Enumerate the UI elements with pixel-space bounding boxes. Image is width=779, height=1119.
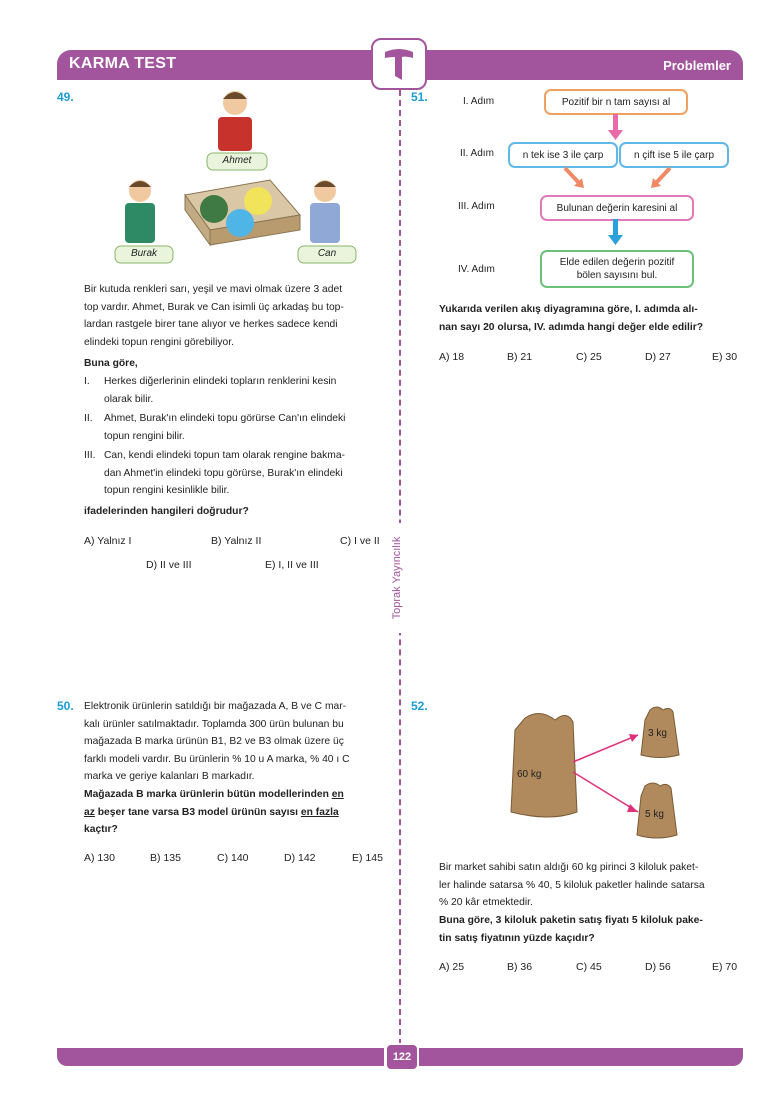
ahmet-figure — [218, 91, 252, 151]
q50-option-d[interactable]: D) 142 — [284, 852, 316, 864]
publisher-label: Toprak Yayıncılık — [391, 523, 407, 633]
q52-option-c[interactable]: C) 45 — [576, 961, 602, 973]
header-title: KARMA TEST — [69, 55, 177, 72]
q50-option-c[interactable]: C) 140 — [217, 852, 249, 864]
q50-option-e[interactable]: E) 145 — [352, 852, 383, 864]
q49-option-e[interactable]: E) I, II ve III — [265, 559, 319, 571]
big-rice-bag-icon — [511, 713, 577, 817]
q49-option-c[interactable]: C) I ve II — [340, 535, 380, 547]
logo-icon — [373, 40, 425, 88]
q52-stem: Bir market sahibi satın aldığı 60 kg pirinci 3 kiloluk paket- ler halinde satarsa % 40, 5 kiloluk paketler halinde satarsa % 20 kâr etmektedir. — [439, 862, 705, 908]
step-2: II. Adım — [460, 148, 494, 159]
q52-option-a[interactable]: A) 25 — [439, 961, 465, 973]
q51-number: 51. — [411, 90, 428, 104]
bag-5kg-label: 5 kg — [645, 809, 664, 820]
label-ahmet: Ahmet — [222, 155, 252, 166]
q52-question: Buna göre, 3 kiloluk paketin satış fiyatı 5 kiloluk pake- tin satış fiyatının yüzde kaçıdır? — [439, 915, 703, 944]
q51-option-e[interactable]: E) 30 — [712, 351, 738, 363]
step-4: IV. Adım — [458, 264, 495, 275]
page-number: 122 — [385, 1043, 419, 1071]
flow-box-4: Elde edilen değerin pozitif bölen sayısını bul. — [540, 250, 694, 288]
bag-60kg-label: 60 kg — [517, 769, 542, 780]
q52-option-d[interactable]: D) 56 — [645, 961, 671, 973]
q50-stem: Elektronik ürünlerin satıldığı bir mağazada A, B ve C mar- kalı ürünler satılmaktadır. Toplamda 300 ürün bulunan bu mağazada B marka ürünün B1, B2 ve B3 olmak üzere üç farklı modeli vardır. Bu ürünlerin % 10 u A marka, % 40 ı C marka ve geriye kalanları B markadır. — [84, 701, 350, 782]
label-can: Can — [317, 248, 337, 259]
flow-arrows — [540, 112, 700, 252]
q51-question: Yukarıda verilen akış diyagramına göre, I. adımda alı- nan sayı 20 olursa, IV. adımda hangi değer elde edilir? — [439, 304, 703, 333]
flow-box-2a: n tek ise 3 ile çarp — [508, 142, 618, 168]
footer-bar-right — [416, 1048, 743, 1066]
step-3: III. Adım — [458, 201, 495, 212]
q50-option-a[interactable]: A) 130 — [84, 852, 115, 864]
bag-3kg-label: 3 kg — [648, 728, 667, 739]
q49-illustration — [110, 85, 370, 265]
q51-option-c[interactable]: C) 25 — [576, 351, 602, 363]
q49-option-d[interactable]: D) II ve III — [146, 559, 192, 571]
flow-box-2b: n çift ise 5 ile çarp — [619, 142, 729, 168]
q49-number: 49. — [57, 90, 74, 104]
q51-option-b[interactable]: B) 21 — [507, 351, 533, 363]
flow-box-3: Bulunan değerin karesini al — [540, 195, 694, 221]
flow-box-1: Pozitif bir n tam sayısı al — [544, 89, 688, 115]
label-burak: Burak — [130, 248, 158, 259]
q49-option-b[interactable]: B) Yalnız II — [211, 535, 262, 547]
footer-bar-left — [57, 1048, 384, 1066]
q49-question: ifadelerinden hangileri doğrudur? — [84, 506, 249, 517]
step-1: I. Adım — [463, 96, 495, 107]
can-figure — [310, 180, 340, 243]
q49-stem: Bir kutuda renkleri sarı, yeşil ve mavi olmak üzere 3 adet top vardır. Ahmet, Burak ve Can isimli üç arkadaş bu top- lardan rastgele birer tane alıyor ve herkes sadece kendi elindeki topun rengini görebiliyor. Buna göre, — [84, 284, 344, 369]
q52-option-b[interactable]: B) 36 — [507, 961, 533, 973]
q51-option-d[interactable]: D) 27 — [645, 351, 671, 363]
blue-ball — [226, 209, 254, 237]
yellow-ball — [244, 187, 272, 215]
q49-items: I. Herkes diğerlerinin elindeki topların renklerini kesin olarak bilir. II. Ahmet, Burak'ın elindeki topu görürse Can'ın elindeki topun rengini bilir. III. Can, kendi elindeki topun tam olarak rengine bakma- dan Ahmet'in elindeki topu görürse, Burak'ın elindeki topun rengini kesinlikle bilir. — [84, 376, 346, 496]
q50-question: Mağazada B marka ürünlerin bütün modellerinden en az beşer tane varsa B3 model ürünün sayısı en fazla kaçtır? — [84, 789, 344, 835]
burak-figure — [125, 180, 155, 243]
q51-option-a[interactable]: A) 18 — [439, 351, 465, 363]
q50-option-b[interactable]: B) 135 — [150, 852, 181, 864]
q52-option-e[interactable]: E) 70 — [712, 961, 738, 973]
green-ball — [200, 195, 228, 223]
q52-number: 52. — [411, 699, 428, 713]
q49-option-a[interactable]: A) Yalnız I — [84, 535, 132, 547]
header-section: Problemler — [663, 58, 731, 73]
publisher-logo — [371, 38, 427, 90]
q50-number: 50. — [57, 699, 74, 713]
